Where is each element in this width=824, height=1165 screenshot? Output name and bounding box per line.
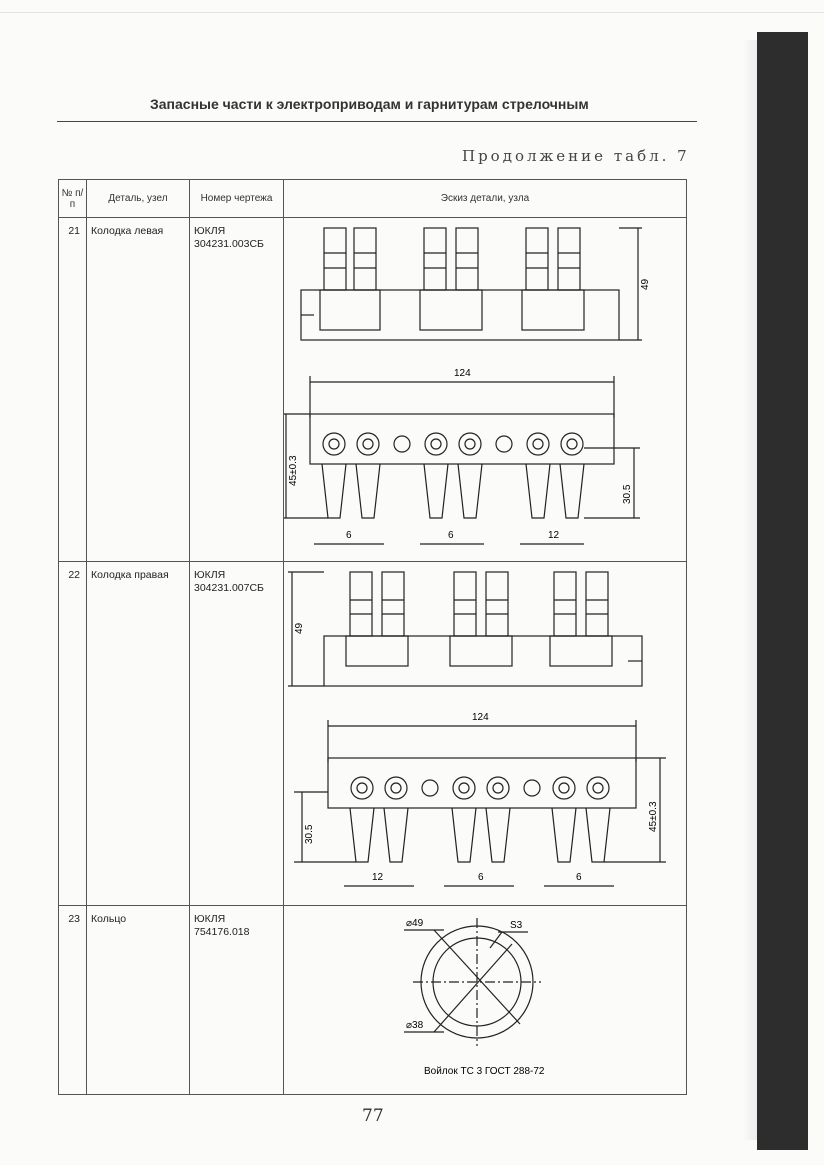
row-number: 23 — [59, 906, 87, 1095]
part-name: Кольцо — [87, 906, 190, 1095]
terminal-posts-side — [320, 228, 584, 330]
dim-gap: 6 — [478, 872, 484, 883]
terminal-posts-side — [346, 572, 612, 666]
dim-gap: 12 — [372, 872, 384, 883]
drawing-id: 304231.003СБ — [194, 238, 264, 250]
felt-ring-sketch — [284, 906, 686, 1089]
scan-shadow — [742, 40, 758, 1140]
drawing-number — [190, 218, 284, 562]
terminal-block-left-sketch — [284, 218, 686, 556]
dim-gap: 6 — [448, 530, 454, 541]
dim-gap: 12 — [548, 530, 560, 541]
sketch-cell — [284, 906, 687, 1095]
dim-depth: 30.5 — [304, 824, 315, 844]
page-top-edge — [0, 12, 824, 13]
dim-length: 124 — [472, 712, 489, 723]
header-rule — [57, 121, 697, 122]
part-name: Колодка правая — [87, 562, 190, 906]
drawing-number — [190, 906, 284, 1095]
dim-depth: 30.5 — [622, 484, 633, 504]
sketch-cell — [284, 218, 687, 562]
ring-thickness-label: S3 — [510, 920, 523, 931]
table-row — [59, 906, 687, 1095]
row-number: 21 — [59, 218, 87, 562]
table-row — [59, 562, 687, 906]
dim-length: 124 — [454, 368, 471, 379]
page-header-title: Запасные части к электроприводам и гарнитурам стрелочным — [150, 96, 589, 112]
ring-outer-diameter: ⌀49 — [406, 918, 424, 929]
terminal-clamps-top — [350, 777, 610, 862]
block-body-side — [301, 290, 619, 340]
dim-width: 45±0.3 — [288, 455, 299, 486]
dim-height: 49 — [640, 278, 651, 290]
drawing-id: 754176.018 — [194, 926, 250, 938]
dim-width: 45±0.3 — [648, 801, 659, 832]
drawing-id: 304231.007СБ — [194, 582, 264, 594]
col-header-sketch: Эскиз детали, узла — [284, 180, 687, 218]
sketch-cell — [284, 562, 687, 906]
part-name: Колодка левая — [87, 218, 190, 562]
block-body-top — [328, 758, 636, 808]
block-body-side — [324, 636, 642, 686]
terminal-clamps-top — [322, 433, 584, 518]
scan-binding-edge — [757, 32, 808, 1150]
block-body-top — [310, 414, 614, 464]
dim-height: 49 — [294, 622, 305, 634]
dim-gap: 6 — [576, 872, 582, 883]
col-header-drawing: Номер чертежа — [190, 180, 284, 218]
terminal-block-right-sketch — [284, 562, 686, 900]
table-header-row — [59, 180, 687, 218]
table-continuation-label: Продолжение табл. 7 — [462, 147, 690, 165]
row-number: 22 — [59, 562, 87, 906]
table-row — [59, 218, 687, 562]
dim-gap: 6 — [346, 530, 352, 541]
page-number: 77 — [362, 1106, 384, 1126]
ring-inner-diameter: ⌀38 — [406, 1020, 424, 1031]
drawing-code: ЮКЛЯ — [194, 569, 226, 581]
col-header-number: № п/п — [59, 180, 87, 218]
drawing-code: ЮКЛЯ — [194, 913, 226, 925]
spare-parts-table — [58, 179, 687, 1095]
drawing-code: ЮКЛЯ — [194, 225, 226, 237]
col-header-part: Деталь, узел — [87, 180, 190, 218]
drawing-number — [190, 562, 284, 906]
ring-material: Войлок ТС 3 ГОСТ 288-72 — [424, 1066, 545, 1077]
